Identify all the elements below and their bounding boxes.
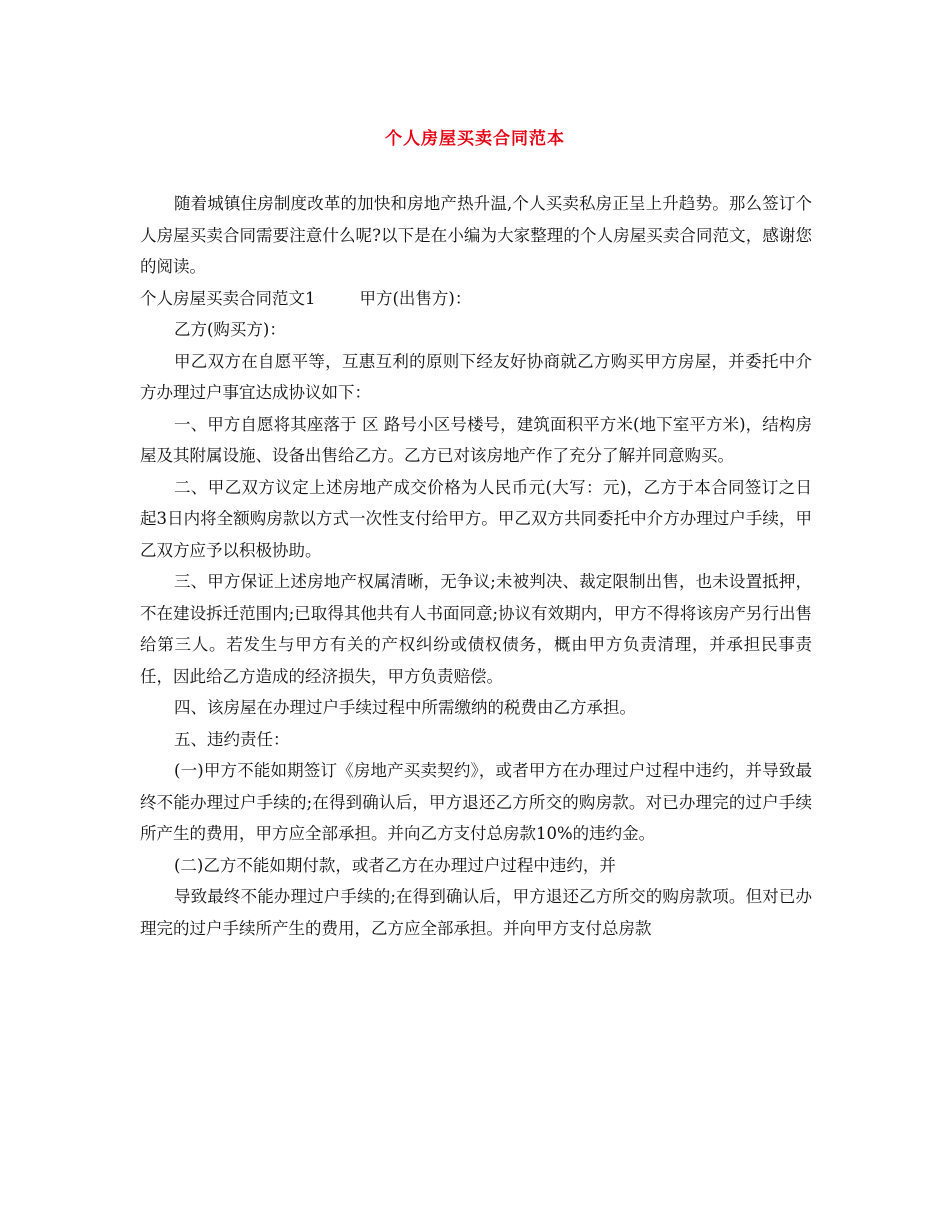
intro-paragraph: 随着城镇住房制度改革的加快和房地产热升温,个人买卖私房正呈上升趋势。那么签订个人房屋买卖合同需要注意什么呢?以下是在小编为大家整理的个人房屋买卖合同范文，感谢您的阅读。	[140, 194, 812, 276]
preamble-paragraph: 甲乙双方在自愿平等，互惠互利的原则下经友好协商就乙方购买甲方房屋，并委托中介方办理过户事宜达成协议如下：	[140, 351, 812, 402]
clause-5-2-continuation: 导致最终不能办理过户手续的;在得到确认后，甲方退还乙方所交的购房款项。但对已办理完的过户手续所产生的费用，乙方应全部承担。并向甲方支付总房款	[140, 887, 812, 938]
document-body	[140, 188, 812, 944]
clause-3: 三、甲方保证上述房地产权属清晰，无争议;未被判决、裁定限制出售，也未设置抵押，不在建设拆迁范围内;已取得其他共有人书面同意;协议有效期内，甲方不得将该房产另行出售给第三人。若发生与甲方有关的产权纠纷或债权债务，概由甲方负责清理，并承担民事责任，因此给乙方造成的经济损失，甲方负责赔偿。	[140, 572, 812, 686]
clause-5-1: (一)甲方不能如期签订《房地产买卖契约》，或者甲方在办理过户过程中违约，并导致最终不能办理过户手续的;在得到确认后，甲方退还乙方所交的购房款。对已办理完的过户手续所产生的费用，甲方应全部承担。并向乙方支付总房款10%的违约金。	[140, 761, 812, 843]
party-a-label: 甲方(出售方)：	[359, 288, 472, 308]
clause-2: 二、甲乙双方议定上述房地产成交价格为人民币元(大写：元)，乙方于本合同签订之日起3日内将全额购房款以方式一次性支付给甲方。甲乙双方共同委托中介方办理过户手续，甲乙双方应予以积极协助。	[140, 477, 812, 560]
party-b-label: 乙方(购买方)：	[174, 320, 286, 339]
clause-1: 一、甲方自愿将其座落于 区 路号小区号楼号，建筑面积平方米(地下室平方米)，结构房屋及其附属设施、设备出售给乙方。乙方已对该房地产作了充分了解并同意购买。	[140, 414, 812, 465]
clause-5: 五、违约责任：	[174, 729, 290, 749]
section-label: 个人房屋买卖合同范文1	[140, 288, 316, 308]
clause-5-2-first-line: (二)乙方不能如期付款，或者乙方在办理过户过程中违约，并	[174, 855, 616, 875]
section-header-line	[140, 283, 812, 315]
document-title: 个人房屋买卖合同范本	[385, 129, 565, 149]
clause-4: 四、该房屋在办理过户手续过程中所需缴纳的税费由乙方承担。	[174, 698, 636, 717]
